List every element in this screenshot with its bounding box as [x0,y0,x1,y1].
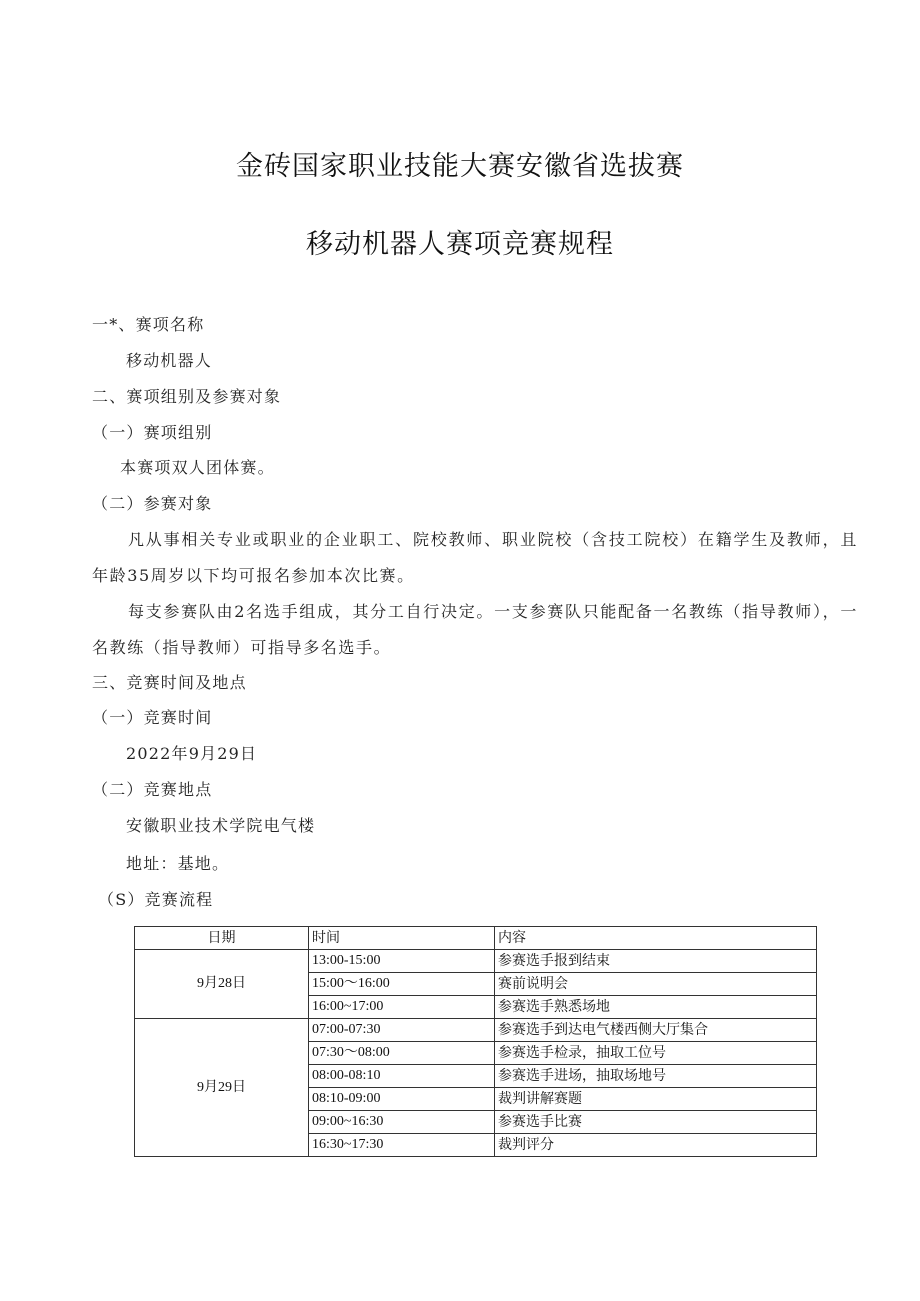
section-3-sub-2: （二）竞赛地点 [92,780,213,799]
section-2-sub-2: （二）参赛对象 [92,494,213,513]
schedule-table [134,926,817,1157]
section-3-sub-3: （S）竞赛流程 [98,890,214,909]
section-2-sub-1-body: 本赛项双人团体赛。 [120,458,275,477]
content-cell: 参赛选手到达电气楼西侧大厅集合 [495,1019,817,1042]
content-cell: 裁判讲解赛题 [495,1088,817,1111]
header-content: 内容 [495,927,817,950]
header-date: 日期 [135,927,309,950]
content-cell: 参赛选手检录，抽取工位号 [495,1042,817,1065]
content-cell: 赛前说明会 [495,973,817,996]
time-cell: 08:00-08:10 [309,1065,495,1088]
table-row [135,1019,817,1042]
content-cell: 参赛选手比赛 [495,1111,817,1134]
title-line-1: 金砖国家职业技能大赛安徽省选拔赛 [236,151,684,182]
section-1-body: 移动机器人 [126,351,213,370]
time-cell: 16:30~17:30 [309,1134,495,1157]
table-row [135,950,817,973]
time-cell: 07:00-07:30 [309,1019,495,1042]
date-cell: 9月28日 [135,950,309,1019]
section-1-heading: 一*、赛项名称 [92,315,205,334]
title-line-2: 移动机器人赛项竞赛规程 [306,229,614,260]
section-2-paragraph-2: 每支参赛队由2名选手组成，其分工自行决定。一支参赛队只能配备一名教练（指导教师），一名教练（指导教师）可指导多名选手。 [92,602,858,657]
content-cell: 参赛选手进场，抽取场地号 [495,1065,817,1088]
content-cell: 参赛选手熟悉场地 [495,996,817,1019]
content-cell: 参赛选手报到结束 [495,950,817,973]
section-3-heading: 三、竞赛时间及地点 [92,673,247,692]
time-cell: 13:00-15:00 [309,950,495,973]
time-cell: 07:30～08:00 [309,1042,495,1065]
time-cell: 08:10-09:00 [309,1088,495,1111]
section-2-sub-1: （一）赛项组别 [92,423,213,442]
date-cell: 9月29日 [135,1019,309,1157]
address: 地址：基地。 [126,854,230,873]
competition-date: 2022年9月29日 [126,744,258,763]
header-time: 时间 [309,927,495,950]
section-2-paragraph-1: 凡从事相关专业或职业的企业职工、院校教师、职业院校（含技工院校）在籍学生及教师，且年龄35周岁以下均可报名参加本次比赛。 [92,530,858,585]
table-header-row [135,927,817,950]
time-cell: 09:00~16:30 [309,1111,495,1134]
section-3-sub-1: （一）竞赛时间 [92,708,213,727]
time-cell: 15:00～16:00 [309,973,495,996]
content-cell: 裁判评分 [495,1134,817,1157]
time-cell: 16:00~17:00 [309,996,495,1019]
venue: 安徽职业技术学院电气楼 [126,816,316,835]
section-2-heading: 二、赛项组别及参赛对象 [92,387,282,406]
